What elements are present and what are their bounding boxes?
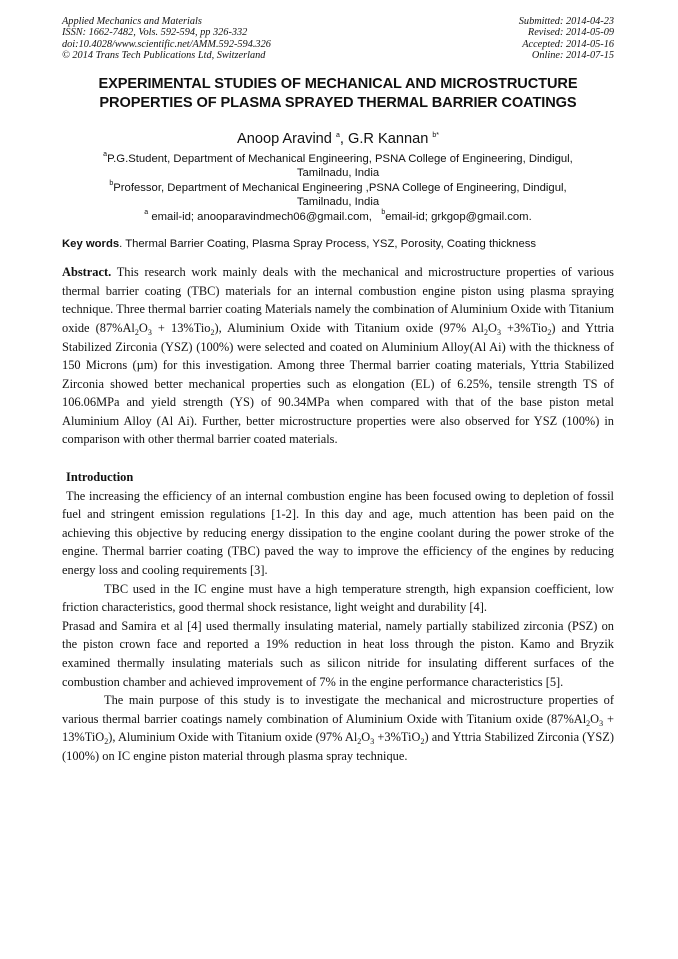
publication-dates [519,16,614,62]
paragraph-subscript: 2 [586,718,591,728]
email-b-mark: b [381,208,386,216]
email-a-mark: a [144,208,149,216]
abstract-text: + 13%Tio [151,320,211,335]
paragraph-text: O [361,730,371,745]
email-a: email-id; anooparavindmech06@gmail.com, [148,210,372,223]
abstract-text: +3%Tio [500,320,548,335]
keywords [62,237,614,252]
paper-page [62,16,614,766]
paragraph-subscript: 3 [599,718,604,728]
journal-name: Applied Mechanics and Materials [62,16,202,27]
affiliation-a-line-1: P.G.Student, Department of Mechanical Engineering, PSNA College of Engineering, Dindigul, [107,152,573,165]
paragraph-subscript: 2 [420,737,425,747]
paragraph-text: O [590,711,600,726]
abstract-subscript: 3 [147,327,152,337]
affiliation-a [62,152,614,167]
paragraph-subscript: 3 [370,737,375,747]
affiliation-a-mark: a [103,150,108,158]
intro-paragraph-2: TBC used in the IC engine must have a high temperature strength, high expansion coefficient, low friction characteristics, good thermal shock resistance, light weight and durability [4]. [62,581,614,615]
keywords-text: . Thermal Barrier Coating, Plasma Spray Process, YSZ, Porosity, Coating thickness [119,238,537,251]
paragraph-text: ) and Yttria Stabilized Zirconia (YSZ) (100%) on IC engine piston material through plasma spray technique. [62,730,614,763]
author-separator: , [339,130,348,147]
affiliation-b-line-1: Professor, Department of Mechanical Engineering ,PSNA College of Engineering, Dindigul, [113,181,567,194]
affiliation-b-line-2: Tamilnadu, India [296,196,380,209]
abstract-subscript: 3 [496,327,501,337]
date-accepted: Accepted: 2014-05-16 [522,38,614,50]
journal-copyright: © 2014 Trans Tech Publications Ltd, Switzerland [62,50,266,62]
journal-issn: ISSN: 1662-7482, Vols. 592-594, pp 326-332 [62,27,248,39]
keywords-label: Key words [62,238,120,251]
abstract-subscript: 2 [210,327,215,337]
paragraph-text: The main purpose of this study is to investigate the mechanical and microstructure properties of various thermal barrier coatings namely combination of Aluminium Oxide with Titanium oxide (87%Al [62,693,614,726]
journal-doi: doi:10.4028/www.scientific.net/AMM.592-594.326 [62,38,271,50]
paragraph-subscript: 2 [104,737,109,747]
author-1-mark: a [335,131,340,139]
paragraph-text: ), Aluminium Oxide with Titanium oxide (97% Al [108,730,358,745]
author-2-mark: b* [432,131,440,139]
intro-paragraph-1: The increasing the efficiency of an internal combustion engine has been focused owing to depletion of fossil fuel and stringent emission regulations [1-2]. In this day and age, much attention has been paid on the achieving this objective by reducing energy dissipation to the engine coolant during the power stroke of the engine. Thermal barrier coating (TBC) paved the way to improve the efficiency of the engines by reducing energy loss and cooling requirements [3]. [62,488,614,578]
intro-paragraph-3: Prasad and Samira et al [4] used thermally insulating material, namely partially stabilized zirconia (PSZ) on the piston crown face and reported a 19% reduction in heat loss through the piston. Kamo and Bryzik examined thermally insulating materials such as silicon nitride for insulating different surfaces of the combustion chamber and achieved improvement of 7% in the engine performance characteristics [5]. [62,618,614,689]
email-b: email-id; grkgop@gmail.com. [385,210,532,223]
journal-header [62,16,614,62]
abstract [62,263,614,449]
title-line-2: PROPERTIES OF PLASMA SPRAYED THERMAL BARRIER COATINGS [99,94,577,111]
author-1: Anoop Aravind [236,130,332,147]
intro-paragraph-4 [62,691,614,765]
affiliations [62,152,614,225]
paragraph-text: + 13%TiO [62,711,614,745]
date-online: Online: 2014-07-15 [531,50,614,62]
introduction-heading: Introduction [66,470,134,485]
affiliation-b [62,181,614,196]
journal-info [62,16,271,62]
paper-title [62,75,614,113]
author-line [62,130,614,148]
paragraph-text: +3%TiO [374,730,421,745]
abstract-subscript: 2 [484,327,488,337]
paragraph-subscript: 2 [357,737,362,747]
author-2: G.R Kannan [348,130,429,147]
abstract-text: O [488,320,497,335]
title-line-1: EXPERIMENTAL STUDIES OF MECHANICAL AND MICROSTRUCTURE [98,75,578,92]
author-emails [62,210,614,225]
affiliation-b-mark: b [109,179,114,187]
date-revised: Revised: 2014-05-09 [527,27,614,39]
affiliation-a-line-2: Tamilnadu, India [296,167,380,180]
abstract-text: This research work mainly deals with the mechanical and microstructure properties of various thermal barrier coating (TBC) materials for an internal combustion engine piston using plasma spraying technique. Three thermal barrier coating Materials namely the combination of Aluminium Oxide with Titanium oxide (87%Al [62,265,614,335]
abstract-text: ), Aluminium Oxide with Titanium oxide (97% Al [214,320,484,335]
date-submitted: Submitted: 2014-04-23 [518,16,614,27]
abstract-text: ) and Yttria Stabilized Zirconia (YSZ) (100%) were selected and coated on Aluminium Alloy(Al Ai) with the thickness of 150 Microns (µm) for this investigation. Among three Thermal barrier coating materials, Yttria Stabilized Zirconia showed better mechanical properties such as elongation (EL) of 6.25%, tensile strength TS of 106.06MPa and yield strength (YS) of 90.34MPa when compared with that of the base piston metal Aluminium Alloy (Al Ai). Further, better microstructure properties were also observed for YSZ (100%) in comparison with other thermal barrier coated materials. [62,320,614,447]
abstract-subscript: 2 [547,327,552,337]
abstract-subscript: 2 [134,327,139,337]
abstract-text: O [138,320,148,335]
abstract-label: Abstract. [62,265,112,280]
